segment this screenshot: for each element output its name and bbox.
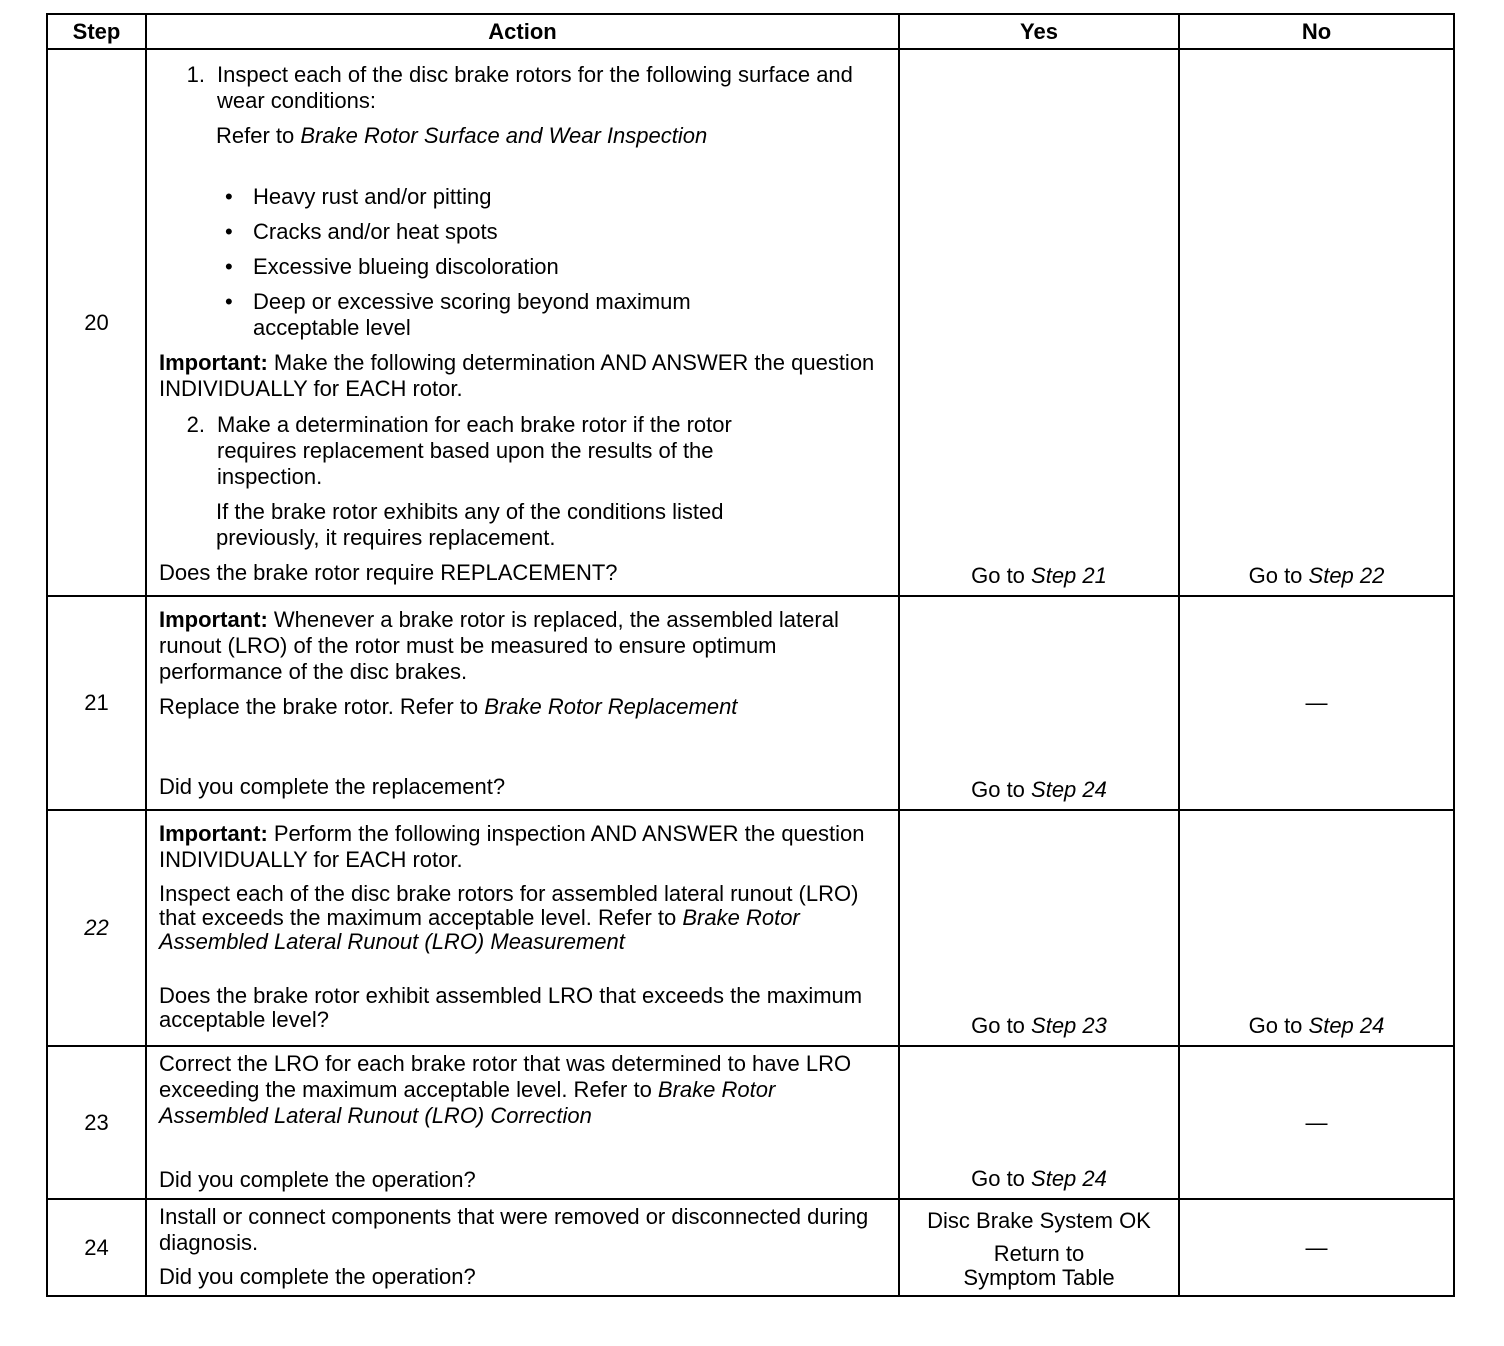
list-number: 1. <box>186 62 205 87</box>
no-cell: — <box>1179 1046 1454 1199</box>
header-action: Action <box>146 14 899 49</box>
yes-prefix: Go to <box>971 1013 1032 1038</box>
action-cell <box>146 810 899 1046</box>
reference-line <box>159 1051 888 1129</box>
list-number: 2. <box>186 412 205 437</box>
header-yes: Yes <box>899 14 1179 49</box>
action-note: If the brake rotor exhibits any of the conditions listed previously, it requires replacement. <box>216 499 724 550</box>
yes-prefix: Go to <box>971 777 1032 802</box>
reference-link[interactable]: Brake Rotor Replacement <box>484 694 738 719</box>
important-note <box>159 350 888 402</box>
no-cell: — <box>1179 596 1454 810</box>
no-cell: — <box>1179 1199 1454 1296</box>
table-row-step-23 <box>47 1046 1454 1199</box>
no-step-link[interactable]: Step 24 <box>1308 1013 1385 1038</box>
action-cell <box>146 1199 899 1296</box>
yes-step-link[interactable]: Step 24 <box>1031 1166 1107 1191</box>
reference-link[interactable]: Brake Rotor Assembled Lateral Runout (LRO) Correction <box>159 1077 776 1128</box>
table-row-step-20 <box>47 49 1454 596</box>
header-row <box>47 14 1454 49</box>
yes-step-link[interactable]: Step 23 <box>1031 1013 1107 1038</box>
reference-link[interactable]: Brake Rotor Surface and Wear Inspection <box>300 123 708 148</box>
yes-return-link[interactable]: Return to Symptom Table <box>963 1241 1115 1290</box>
question-text: Does the brake rotor require REPLACEMENT? <box>159 560 618 585</box>
important-text: Whenever a brake rotor is replaced, the assembled lateral runout (LRO) of the rotor must be measured to ensure optimum performance of the disc brakes. <box>159 607 839 684</box>
reference-line <box>216 123 888 149</box>
reference-line <box>159 694 888 720</box>
important-note <box>159 607 888 685</box>
no-step-link[interactable]: Step 22 <box>1308 563 1385 588</box>
no-cell <box>1179 49 1454 596</box>
important-label: Important: <box>159 350 268 375</box>
important-text: Perform the following inspection AND ANSWER the question INDIVIDUALLY for EACH rotor. <box>159 821 865 872</box>
yes-result: Disc Brake System OK <box>927 1208 1151 1233</box>
yes-step-link[interactable]: Step 24 <box>1031 777 1107 802</box>
reference-prefix: Inspect each of the disc brake rotors for assembled lateral runout (LRO) that exceeds the maximum acceptable level. Refer to <box>159 881 859 930</box>
yes-step-link[interactable]: Step 21 <box>1031 563 1107 588</box>
question-text: Did you complete the operation? <box>159 1264 476 1289</box>
bullet-item: Excessive blueing discoloration <box>253 254 559 279</box>
yes-cell <box>899 1199 1179 1296</box>
reference-prefix: Correct the LRO for each brake rotor that was determined to have LRO exceeding the maximum acceptable level. Refer to <box>159 1051 852 1102</box>
action-cell <box>146 1046 899 1199</box>
step-number: 21 <box>47 596 146 810</box>
no-cell <box>1179 810 1454 1046</box>
yes-prefix: Go to <box>971 563 1032 588</box>
step-number: 23 <box>47 1046 146 1199</box>
yes-cell <box>899 1046 1179 1199</box>
reference-link[interactable]: Brake Rotor Assembled Lateral Runout (LRO) Measurement <box>159 905 800 954</box>
no-prefix: Go to <box>1248 563 1309 588</box>
step-number: 24 <box>47 1199 146 1296</box>
reference-prefix: Replace the brake rotor. Refer to <box>159 694 485 719</box>
action-text: Install or connect components that were removed or disconnected during diagnosis. <box>159 1204 869 1255</box>
bullet-item: Heavy rust and/or pitting <box>253 184 492 209</box>
header-no: No <box>1179 14 1454 49</box>
question-text: Did you complete the operation? <box>159 1167 476 1192</box>
reference-line <box>159 882 888 954</box>
important-text: Make the following determination AND ANSWER the question INDIVIDUALLY for EACH rotor. <box>159 350 875 401</box>
important-note <box>159 821 888 873</box>
table-row-step-22 <box>47 810 1454 1046</box>
question-text: Does the brake rotor exhibit assembled LRO that exceeds the maximum acceptable level? <box>159 983 863 1032</box>
action-text: Inspect each of the disc brake rotors for the following surface and wear conditions: <box>217 62 853 113</box>
diagnostic-table <box>46 13 1455 1297</box>
step-number: 22 <box>47 810 146 1046</box>
important-label: Important: <box>159 607 268 632</box>
no-prefix: Go to <box>1248 1013 1309 1038</box>
action-cell <box>146 596 899 810</box>
step-number: 20 <box>47 49 146 596</box>
yes-cell <box>899 596 1179 810</box>
yes-cell <box>899 810 1179 1046</box>
action-text: Make a determination for each brake rotor if the rotor requires replacement based upon the results of the inspection. <box>217 412 732 489</box>
bullet-item: Deep or excessive scoring beyond maximum acceptable level <box>253 289 691 340</box>
yes-cell <box>899 49 1179 596</box>
header-step: Step <box>47 14 146 49</box>
reference-prefix: Refer to <box>216 123 301 148</box>
table-row-step-21 <box>47 596 1454 810</box>
table-row-step-24 <box>47 1199 1454 1296</box>
yes-prefix: Go to <box>971 1166 1032 1191</box>
action-cell: 1. Inspect each of the disc brake rotors for the following surface and wear conditions: Refer to Brake Rotor Surface and Wear Inspection • Heavy rust and/or pitting • Cracks and/or heat spots • Excessive blueing discoloration • Deep or excessive scoring beyond maximum acceptable level Important: Make the following determination AND ANSWER the question INDIVIDUALLY for EACH rotor. 2. Make a determination for each brake rotor if the rotor requires replacement based upon the results of the inspection. If the brake rotor exhibits any of the conditions listed previously, it requires replacement. Does the brake rotor require REPLACEMENT? <box>146 49 899 596</box>
important-label: Important: <box>159 821 268 846</box>
question-text: Did you complete the replacement? <box>159 774 506 799</box>
bullet-item: Cracks and/or heat spots <box>253 219 498 244</box>
